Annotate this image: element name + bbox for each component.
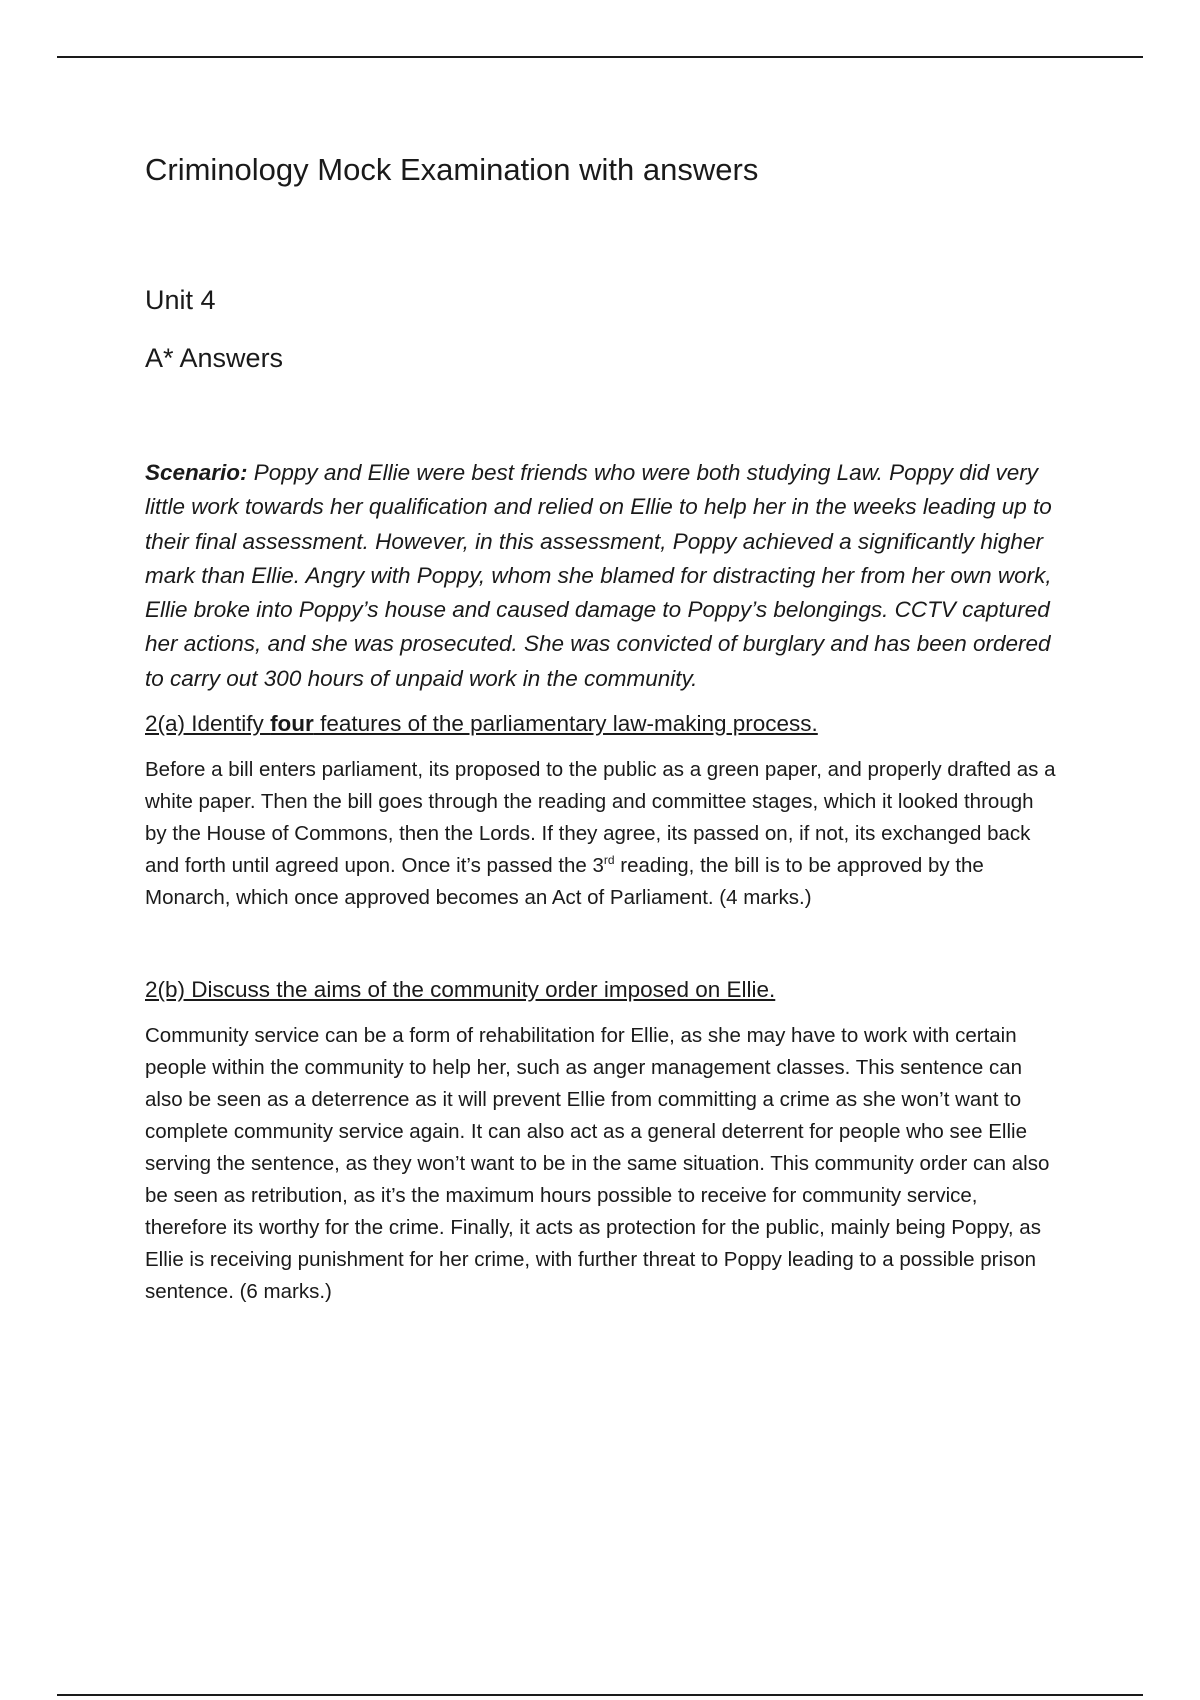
- unit-heading: Unit 4: [145, 285, 216, 315]
- question-2b: 2(b) Discuss the aims of the community order imposed on Ellie.: [145, 977, 776, 1003]
- answer-2b: Community service can be a form of rehabilitation for Ellie, as she may have to work with certain people within the community to help her, such as anger management classes. This sentence can also be seen as a deterrence as it will prevent Ellie from committing a crime as she won’t want to complete community service again. It can also act as a general deterrent for people who see Ellie serving the sentence, as they won’t want to be in the same situation. This community order can also be seen as retribution, as it’s the maximum hours possible to receive for community service, therefore its worthy for the crime. Finally, it acts as protection for the public, mainly being Poppy, as Ellie is receiving punishment for her crime, with further threat to Poppy leading to a possible prison sentence. (6 marks.): [145, 1024, 1050, 1304]
- question-2a: [145, 708, 1065, 740]
- question-2a-prefix: 2(a) Identify: [145, 711, 271, 737]
- answer-2a-part2: reading, the bill is to be approved by the Monarch, which once approved becomes an Act of Parliament. (4 marks.): [145, 854, 984, 910]
- top-divider: [57, 56, 1143, 58]
- document-title: Criminology Mock Examination with answers: [145, 152, 759, 187]
- bottom-divider: [57, 1694, 1143, 1696]
- document-body: [145, 140, 1065, 1308]
- scenario-paragraph: [145, 456, 1060, 696]
- answer-2a-superscript: rd: [603, 853, 615, 868]
- grade-heading: A* Answers: [145, 343, 284, 373]
- scenario-label: Scenario:: [145, 460, 248, 485]
- answer-2a-part1: Before a bill enters parliament, its proposed to the public as a green paper, and properly drafted as a white paper. Then the bill goes through the reading and committee stages, which it looked through by the House of Commons, then the Lords. If they agree, its passed on, if not, its exchanged back and forth until agreed upon. Once it’s passed the 3: [145, 758, 1056, 878]
- question-2a-suffix: features of the parliamentary law-making process.: [313, 711, 818, 737]
- scenario-text: Poppy and Ellie were best friends who were both studying Law. Poppy did very little work towards her qualification and relied on Ellie to help her in the weeks leading up to their final assessment. However, in this assessment, Poppy achieved a significantly higher mark than Ellie. Angry with Poppy, whom she blamed for distracting her from her own work, Ellie broke into Poppy’s house and caused damage to Poppy’s belongings. CCTV captured her actions, and she was prosecuted. She was convicted of burglary and has been ordered to carry out 300 hours of unpaid work in the community.: [145, 460, 1052, 691]
- question-2a-emphasis: four: [270, 711, 314, 737]
- answer-2a: [145, 754, 1060, 914]
